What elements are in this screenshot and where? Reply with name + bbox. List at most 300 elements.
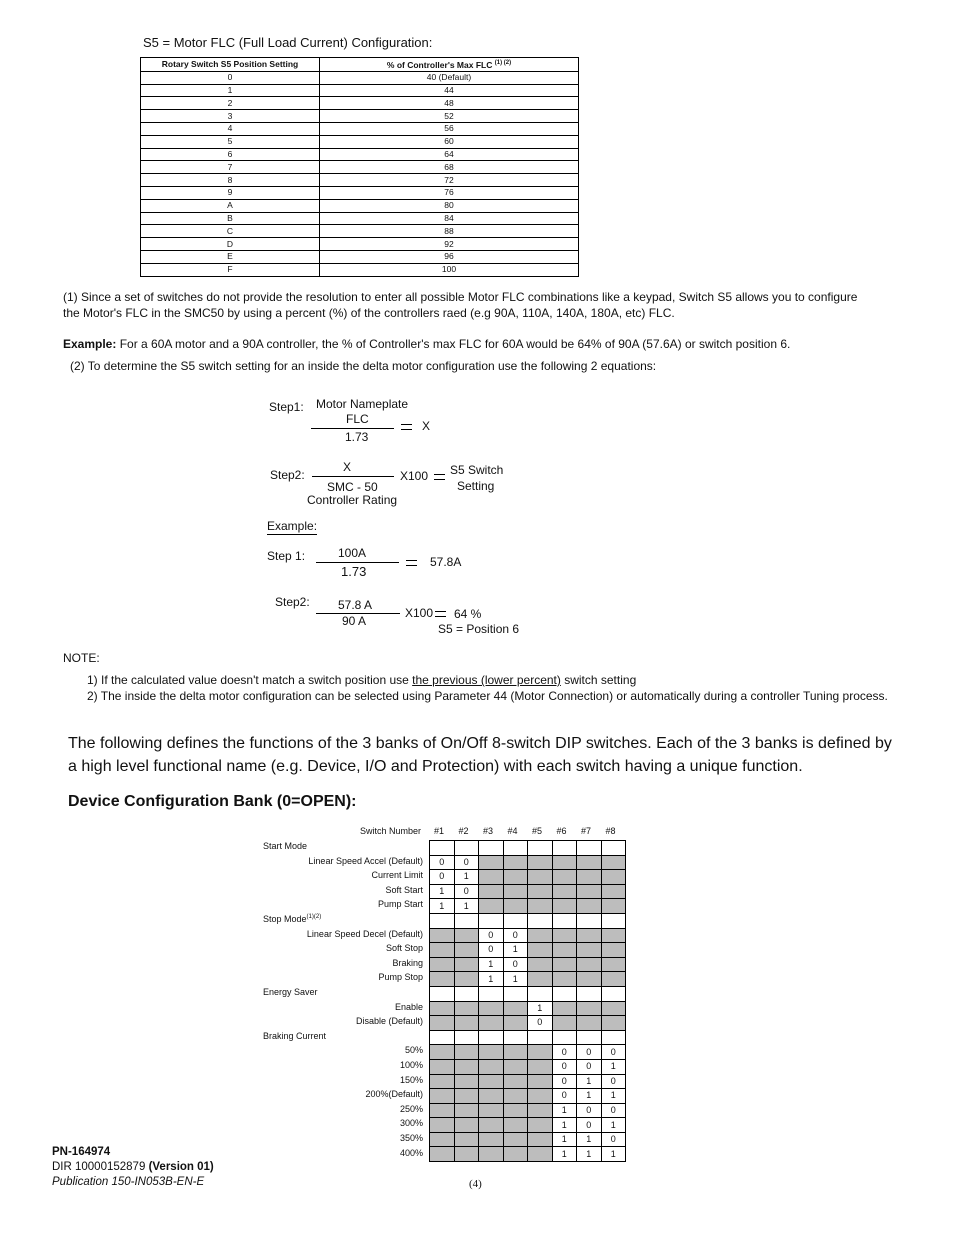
s5-table-row — [141, 250, 579, 263]
dip-cell — [454, 928, 479, 943]
s5-position-cell: 3 — [141, 110, 320, 123]
dip-row — [430, 870, 626, 885]
dip-cell — [430, 1074, 455, 1089]
dip-cell: 1 — [454, 899, 479, 914]
s5-percent-cell: 68 — [320, 161, 579, 174]
s5-table-row — [141, 161, 579, 174]
dip-option-label: 300% — [399, 1118, 423, 1129]
dip-cell — [430, 943, 455, 958]
switch-header: #7 — [581, 826, 592, 836]
dip-row — [430, 913, 626, 928]
dip-cell — [552, 870, 577, 885]
dip-cell: 1 — [577, 1089, 602, 1104]
ex-step1-label: Step 1: — [267, 549, 306, 563]
s5-table-row — [141, 174, 579, 187]
dip-cell — [577, 899, 602, 914]
dip-cell — [528, 928, 553, 943]
ex-step2-label: Step2: — [275, 595, 310, 609]
step2-denominator-line2: Controller Rating — [307, 493, 398, 507]
dip-cell: 0 — [454, 884, 479, 899]
dip-cell — [528, 870, 553, 885]
s5-table-row — [141, 225, 579, 238]
dip-option-label: Braking — [392, 957, 423, 968]
dip-cell — [577, 957, 602, 972]
switch-header: #4 — [507, 826, 518, 836]
dip-cell — [601, 928, 626, 943]
dip-row — [430, 1147, 626, 1162]
s5-position-cell: E — [141, 250, 320, 263]
dip-cell: 1 — [577, 1132, 602, 1147]
s5-position-cell: 2 — [141, 97, 320, 110]
dip-cell: 0 — [601, 1045, 626, 1060]
dip-cell — [528, 913, 553, 928]
dip-cell — [479, 1001, 504, 1016]
dip-cell — [479, 1132, 504, 1147]
ex-step2-position: S5 = Position 6 — [438, 622, 520, 636]
dip-row — [430, 1016, 626, 1031]
dip-cell — [552, 957, 577, 972]
note-item-2: 2) The inside the delta motor configuration can be selected using Parameter 44 (Motor Connection) or automatically during a controller Tuning process. — [87, 689, 888, 703]
dip-group-label: Stop Mode$^{(1)(2)}$ — [263, 914, 322, 924]
dip-cell — [528, 1118, 553, 1133]
dip-cell — [503, 841, 528, 856]
dip-cell — [503, 899, 528, 914]
example-paragraph: Example: For a 60A motor and a 90A controller, the % of Controller's max FLC for 60A would be 64% of 90A (57.6A) or switch position 6. — [63, 337, 791, 351]
dip-cell: 1 — [479, 957, 504, 972]
step2-result-line1: S5 Switch — [450, 463, 504, 477]
dip-cell — [479, 899, 504, 914]
step2-multiplier: X100 — [400, 469, 429, 483]
dip-cell — [552, 841, 577, 856]
dip-cell — [479, 841, 504, 856]
dip-cell — [430, 1118, 455, 1133]
switch-header: #6 — [556, 826, 567, 836]
s5-percent-cell: 44 — [320, 84, 579, 97]
s5-table-row — [141, 263, 579, 276]
dip-cell: 0 — [601, 1103, 626, 1118]
dip-cell: 0 — [552, 1089, 577, 1104]
dip-cell — [528, 972, 553, 987]
dip-cell — [528, 1059, 553, 1074]
ex-step2-result: 64 % — [454, 607, 482, 621]
dip-option-label: Soft Start — [385, 884, 423, 895]
dip-cell: 0 — [479, 928, 504, 943]
step1-label: Step1: — [269, 400, 304, 414]
dip-cell — [528, 1089, 553, 1104]
step1-equals — [401, 424, 412, 430]
dip-row — [430, 928, 626, 943]
dip-row — [430, 1001, 626, 1016]
dip-row — [430, 972, 626, 987]
dip-cell — [430, 972, 455, 987]
dip-cell — [454, 1089, 479, 1104]
dip-cell — [528, 899, 553, 914]
equation-example-label: Example: — [267, 519, 318, 533]
dip-cell — [503, 884, 528, 899]
dip-cell: 1 — [552, 1118, 577, 1133]
dip-cell — [577, 913, 602, 928]
dip-row — [430, 1030, 626, 1045]
dip-cell — [601, 957, 626, 972]
dip-cell — [454, 841, 479, 856]
ex-step2-multiplier: X100 — [405, 606, 434, 620]
dip-cell — [479, 884, 504, 899]
dip-cell: 0 — [577, 1103, 602, 1118]
dip-row — [430, 1045, 626, 1060]
s5-position-cell: 9 — [141, 187, 320, 200]
dip-cell: 1 — [552, 1147, 577, 1162]
dip-row — [430, 943, 626, 958]
dip-cell — [430, 1059, 455, 1074]
s5-table-row — [141, 187, 579, 200]
dip-cell — [503, 870, 528, 885]
step2-fraction-bar — [312, 476, 394, 477]
ex-step2-denominator: 90 A — [342, 614, 367, 628]
step2-numerator: X — [343, 460, 352, 474]
dip-cell — [552, 943, 577, 958]
step2-result-line2: Setting — [457, 479, 495, 493]
dip-cell — [503, 1118, 528, 1133]
dip-cell — [430, 1016, 455, 1031]
dip-cell — [503, 1016, 528, 1031]
s5-table-row — [141, 97, 579, 110]
dip-cell — [479, 1074, 504, 1089]
dip-cell — [601, 855, 626, 870]
dip-option-label: 150% — [399, 1074, 423, 1085]
s5-position-cell: 5 — [141, 135, 320, 148]
s5-percent-cell: 96 — [320, 250, 579, 263]
switch-header: #8 — [605, 826, 616, 836]
dip-row — [430, 1089, 626, 1104]
dip-cell — [430, 957, 455, 972]
s5-position-cell: 7 — [141, 161, 320, 174]
dip-cell: 1 — [552, 1132, 577, 1147]
dip-cell — [479, 1059, 504, 1074]
dip-cell — [601, 884, 626, 899]
dip-cell — [528, 943, 553, 958]
dip-cell — [430, 1045, 455, 1060]
dip-cell: 0 — [430, 855, 455, 870]
dip-cell — [479, 855, 504, 870]
dip-cell — [577, 1030, 602, 1045]
s5-percent-cell: 72 — [320, 174, 579, 187]
s5-percent-cell: 84 — [320, 212, 579, 225]
dip-cell — [528, 986, 553, 1001]
dip-cell — [528, 957, 553, 972]
step1-numerator-line2: FLC — [346, 412, 369, 426]
switch-header: #1 — [434, 826, 445, 836]
s5-percent-cell: 92 — [320, 238, 579, 251]
dip-option-label: 100% — [399, 1060, 423, 1070]
dip-cell — [479, 1118, 504, 1133]
s5-position-cell: 6 — [141, 148, 320, 161]
dip-cell — [454, 1059, 479, 1074]
ex-step1-fraction-bar — [316, 562, 399, 563]
dip-cell: 0 — [479, 943, 504, 958]
dip-cell — [503, 1001, 528, 1016]
s5-percent-cell: 80 — [320, 199, 579, 212]
dip-row — [430, 899, 626, 914]
dip-cell: 1 — [577, 1074, 602, 1089]
dip-cell: 1 — [601, 1118, 626, 1133]
dip-cell — [454, 986, 479, 1001]
dip-cell — [479, 913, 504, 928]
dip-cell: 1 — [454, 870, 479, 885]
ex-step1-denominator: 1.73 — [341, 564, 367, 579]
dip-row — [430, 841, 626, 856]
s5-position-cell: C — [141, 225, 320, 238]
dip-cell — [454, 1001, 479, 1016]
dip-cell — [503, 913, 528, 928]
dip-cell: 1 — [430, 884, 455, 899]
footer-dir: DIR 10000152879 (Version 01) — [52, 1161, 214, 1173]
dip-row — [430, 957, 626, 972]
dip-cell — [454, 913, 479, 928]
dip-cell — [552, 972, 577, 987]
dip-row — [430, 1059, 626, 1074]
dip-cell — [528, 1074, 553, 1089]
s5-position-cell: 8 — [141, 174, 320, 187]
dip-cell: 1 — [503, 972, 528, 987]
s5-percent-cell: 52 — [320, 110, 579, 123]
dip-cell — [601, 986, 626, 1001]
s5-percent-cell: 76 — [320, 187, 579, 200]
dip-cell — [454, 1103, 479, 1118]
dip-cell — [577, 855, 602, 870]
dip-cell — [454, 957, 479, 972]
s5-title: S5 = Motor FLC (Full Load Current) Configuration: — [143, 35, 433, 50]
s5-percent-cell: 40 (Default) — [320, 71, 579, 84]
dip-cell — [552, 986, 577, 1001]
s5-flc-table — [140, 57, 579, 277]
s5-table-row — [141, 84, 579, 97]
s5-position-cell: D — [141, 238, 320, 251]
ex-step2-equals — [435, 611, 446, 617]
dip-cell — [454, 1147, 479, 1162]
dip-cell — [430, 841, 455, 856]
dip-cell — [503, 1074, 528, 1089]
step1-numerator-line1: Motor Nameplate — [316, 397, 409, 411]
dip-cell — [430, 1103, 455, 1118]
dip-row — [430, 884, 626, 899]
dip-option-label: Pump Stop — [378, 972, 423, 983]
footnote-2: (2) To determine the S5 switch setting for an inside the delta motor configuration use the following 2 equations: — [70, 359, 657, 373]
dip-cell — [479, 870, 504, 885]
dip-cell — [503, 1045, 528, 1060]
dip-cell: 1 — [601, 1059, 626, 1074]
dip-cell — [454, 972, 479, 987]
dip-option-label: Soft Stop — [385, 943, 423, 954]
dip-cell — [577, 884, 602, 899]
s5-table-row — [141, 199, 579, 212]
s5-position-cell: F — [141, 263, 320, 276]
dip-group-label: Start Mode — [263, 841, 308, 851]
s5-table-row — [141, 238, 579, 251]
note-header: NOTE: — [63, 651, 100, 665]
dip-cell: 0 — [577, 1045, 602, 1060]
dip-cell — [528, 1103, 553, 1118]
dip-cell: 1 — [503, 943, 528, 958]
dip-cell — [577, 986, 602, 1001]
dip-cell: 1 — [601, 1089, 626, 1104]
dip-cell — [552, 913, 577, 928]
switch-header: #5 — [532, 826, 543, 836]
s5-table-row — [141, 212, 579, 225]
dip-cell: 0 — [577, 1118, 602, 1133]
dip-cell — [577, 1016, 602, 1031]
dip-option-label: 350% — [399, 1133, 423, 1143]
dip-cell — [503, 1059, 528, 1074]
dip-cell — [528, 855, 553, 870]
dip-cell — [430, 1089, 455, 1104]
dip-cell — [528, 1030, 553, 1045]
dip-cell — [503, 855, 528, 870]
switch-number-label: Switch Number — [360, 826, 422, 836]
dip-cell: 1 — [601, 1147, 626, 1162]
dip-cell — [528, 1132, 553, 1147]
dip-cell — [552, 1001, 577, 1016]
dip-cell: 0 — [601, 1074, 626, 1089]
dip-cell — [503, 1132, 528, 1147]
dip-cell — [454, 943, 479, 958]
step2-equals — [434, 474, 445, 480]
dip-option-label: 200%(Default) — [365, 1089, 423, 1100]
dip-cell — [454, 1045, 479, 1060]
dip-cell — [528, 884, 553, 899]
dip-cell — [430, 1030, 455, 1045]
dip-option-label: Pump Start — [377, 899, 423, 910]
dip-group-label: Braking Current — [263, 1030, 327, 1041]
s5-header-position: Rotary Switch S5 Position Setting — [141, 58, 320, 72]
s5-percent-cell: 64 — [320, 148, 579, 161]
dip-cell — [577, 870, 602, 885]
dip-cell — [479, 1045, 504, 1060]
dip-cell: 0 — [552, 1045, 577, 1060]
dip-cell: 1 — [528, 1001, 553, 1016]
s5-percent-cell: 48 — [320, 97, 579, 110]
s5-table-row — [141, 110, 579, 123]
dip-option-label: 50% — [404, 1045, 423, 1056]
dip-option-label: Linear Speed Decel (Default) — [306, 928, 423, 939]
dip-option-label: Current Limit — [371, 870, 423, 881]
dip-row — [430, 1074, 626, 1089]
dip-option-label: 250% — [399, 1103, 423, 1114]
ex-step1-result: 57.8A — [430, 555, 462, 569]
dip-cell — [503, 1089, 528, 1104]
dip-row — [430, 1132, 626, 1147]
footer-publication: Publication 150-IN053B-EN-E — [52, 1176, 205, 1188]
dip-cell: 0 — [601, 1132, 626, 1147]
dip-cell: 0 — [577, 1059, 602, 1074]
dip-cell — [454, 1132, 479, 1147]
dip-cell — [577, 841, 602, 856]
ex-step1-numerator: 100A — [338, 546, 367, 560]
dip-cell: 1 — [479, 972, 504, 987]
s5-position-cell: 1 — [141, 84, 320, 97]
dip-cell: 1 — [430, 899, 455, 914]
dip-option-label: Enable — [394, 1001, 423, 1012]
s5-position-cell: A — [141, 199, 320, 212]
dip-row — [430, 855, 626, 870]
dip-cell — [601, 870, 626, 885]
dip-cell: 0 — [503, 928, 528, 943]
s5-header-percent: % of Controller's Max FLC $^{(1) (2)}$ — [320, 58, 579, 72]
s5-table-row — [141, 123, 579, 136]
step2-denominator-line1: SMC - 50 — [327, 480, 378, 494]
step2-label: Step2: — [270, 468, 305, 482]
dip-cell — [601, 899, 626, 914]
s5-position-cell: 0 — [141, 71, 320, 84]
dip-cell — [528, 1147, 553, 1162]
dip-cell: 0 — [552, 1059, 577, 1074]
dip-cell — [577, 1001, 602, 1016]
switch-header: #2 — [458, 826, 469, 836]
dip-cell — [552, 928, 577, 943]
dip-cell — [552, 1030, 577, 1045]
dip-cell — [503, 986, 528, 1001]
step1-denominator: 1.73 — [345, 430, 369, 444]
dip-cell: 1 — [577, 1147, 602, 1162]
switch-header: #3 — [483, 826, 494, 836]
dip-switch-grid — [429, 840, 626, 1162]
dip-cell — [479, 1030, 504, 1045]
dip-cell — [552, 1016, 577, 1031]
dip-cell — [601, 841, 626, 856]
s5-percent-cell: 60 — [320, 135, 579, 148]
ex-step1-equals — [406, 560, 417, 566]
s5-position-cell: 4 — [141, 123, 320, 136]
dip-cell — [430, 928, 455, 943]
dip-cell — [577, 928, 602, 943]
dip-cell: 0 — [454, 855, 479, 870]
dip-cell — [430, 1001, 455, 1016]
dip-cell — [479, 1016, 504, 1031]
dip-cell — [601, 1016, 626, 1031]
dip-cell — [503, 1030, 528, 1045]
dip-cell — [601, 972, 626, 987]
dip-cell — [430, 986, 455, 1001]
dip-cell — [528, 1045, 553, 1060]
dip-row — [430, 1118, 626, 1133]
dip-cell — [479, 1089, 504, 1104]
dip-cell — [552, 884, 577, 899]
intro-paragraph: The following defines the functions of the 3 banks of On/Off 8-switch DIP switches. Each of the 3 banks is defined by a high level functional name (e.g. Device, I/O and Protection) with each switch having a unique function. — [68, 735, 892, 775]
dip-cell — [430, 1132, 455, 1147]
dip-cell — [601, 1001, 626, 1016]
s5-table-row — [141, 135, 579, 148]
page-number: (4) — [469, 1178, 482, 1190]
dip-cell: 0 — [430, 870, 455, 885]
note-item-1: 1) If the calculated value doesn't match a switch position use the previous (lower percent) switch setting — [87, 673, 637, 687]
dip-cell — [503, 1103, 528, 1118]
dip-cell — [454, 1074, 479, 1089]
dip-cell — [552, 855, 577, 870]
dip-cell — [503, 1147, 528, 1162]
dip-row — [430, 1103, 626, 1118]
bank-title: Device Configuration Bank (0=OPEN): — [68, 793, 357, 810]
dip-cell — [479, 986, 504, 1001]
dip-cell — [430, 913, 455, 928]
footer-pn: PN-164974 — [52, 1146, 111, 1158]
step1-result: X — [422, 419, 431, 433]
dip-cell — [479, 1103, 504, 1118]
s5-position-cell: B — [141, 212, 320, 225]
s5-percent-cell: 88 — [320, 225, 579, 238]
dip-cell — [601, 943, 626, 958]
dip-cell — [577, 972, 602, 987]
s5-table-row — [141, 148, 579, 161]
dip-cell — [528, 841, 553, 856]
